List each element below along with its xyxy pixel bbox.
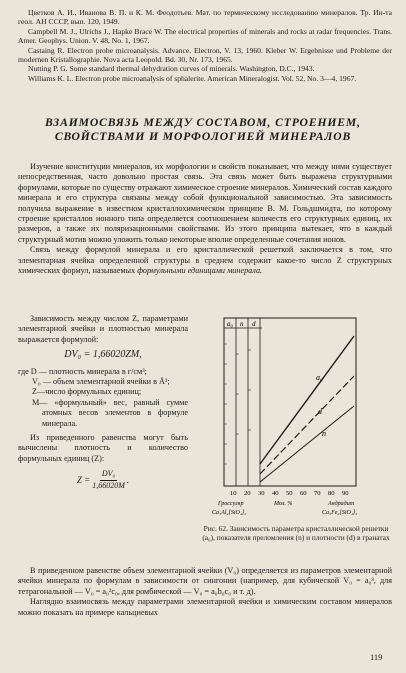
curve-label: d — [318, 407, 322, 416]
fraction-numerator: DV₀ — [100, 469, 117, 480]
x-tick: 90 — [342, 490, 349, 497]
italic-term: формульными единицами минерала. — [137, 266, 263, 276]
paragraph: В приведенном равенстве объем элементарной ячейки (V₀) определяется из параметров элементарной ячейки минерала по формулам в зависимости от сингонии (например, для кубической V₀ = a₀³, для тетрагональной — V₀ = a₀²c₀, для ромбической — V₀ = a₀b₀c₀ и т. д). — [18, 566, 392, 596]
paragraph-text: Связь между формулой минерала и его кристаллической решеткой заключается в том, что элементарная ячейка определенной структуры в среднем содержит какое-то число Z структурных химических формул, называемых — [18, 245, 392, 276]
reference-item: Цветков А. И., Иванова В. П. и К. М. Феодотьев. Мат. по термическому исследованию минералов. Тр. Ин-та геол. АН СССР, вып. 120, 1949. — [18, 8, 392, 27]
figure-background — [198, 314, 390, 524]
paragraph: Наглядно взаимосвязь между параметрами элементарной ячейки и химическим составом минералов можно показать на примере кальциевых — [18, 597, 392, 617]
definition-line: Z—число формульных единиц; — [32, 387, 142, 397]
paragraph: Изучение конституции минералов, их морфологии и свойств показывает, что между ними существует непосредственная, часто довольно простая связь. Эта связь может быть выражена структурными формулами, которые по существу отражают химическое строение минералов. Химический состав каждого минерала и его структура связаны между собой функциональной зависимостью. Эта зависимость получила выражение в известном кристаллохимическом принципе В. М. Гольдшмидта, по которому строение кристаллов ионного типа определяется соотношением количеств его структурных единиц, их размеров, а также их поляризационными свойствами. Из этого принципа вытекает, что в каждый структурный мотив можно уложить только некоторые вполне определенные сочетания ионов. — [18, 162, 392, 244]
axis-label: Мол. % — [274, 501, 293, 507]
intro-text — [18, 162, 392, 276]
reference-item: Campbell M. J., Ulrichs J., Hapke Brace W. The electrical properties of minerals and rocks at radar frequencies. Trans. Amer. Geophys. Union. V. 48, No. 1, 1967. — [18, 26, 392, 46]
x-tick: 70 — [314, 490, 321, 497]
x-tick: 80 — [328, 490, 335, 497]
x-tick: 40 — [272, 490, 279, 497]
reference-item: Nutting P. G. Some standard thermal dehydration curves of minerals. Washington, D.C., 1943. — [28, 64, 315, 74]
z-formula-fraction — [90, 469, 130, 491]
reference-list — [18, 8, 392, 83]
z-formula-end: . — [126, 474, 130, 485]
x-tick: 20 — [244, 490, 251, 497]
curve-label: n — [322, 429, 326, 438]
fraction-denominator: 1,66020M — [92, 480, 125, 490]
figure-62 — [198, 314, 390, 524]
top-label: a₀ — [227, 320, 233, 328]
figure-caption: Рис. 62. Зависимость параметра кристаллической решетки (a₀), показателя преломления (n) и плотности (d) в гранатах — [202, 524, 390, 542]
definition-line: где D — плотность минерала в г/см³; — [18, 366, 147, 376]
end-member-label: Гроссуляр — [218, 501, 244, 507]
bottom-text — [18, 566, 392, 618]
x-tick: 30 — [258, 490, 265, 497]
definition-line: M— «формульный» вес, равный сумме атомных весов элементов в формуле минерала. — [32, 397, 188, 428]
end-member-formula: Ca₃Fe₂[SiO₄]₃ — [322, 510, 358, 516]
x-tick: 50 — [286, 490, 293, 497]
x-tick: 60 — [300, 490, 307, 497]
x-ticks — [230, 490, 349, 497]
curve-label: a₀ — [316, 373, 323, 382]
z-formula-lhs: Z = — [76, 474, 91, 485]
paragraph — [18, 245, 392, 276]
density-formula: DV₀ = 1,66020ZM, — [64, 349, 142, 361]
z-formula — [18, 469, 188, 491]
paragraph: Зависимость между числом Z, параметрами элементарной ячейки и плотностью минерала выражается формулой: — [18, 314, 188, 344]
top-label: n — [240, 320, 244, 328]
x-tick: 10 — [230, 490, 237, 497]
definition-line: V₀ — объем элементарной ячейки в Å³; — [32, 377, 170, 387]
paragraph: Из приведенного равенства могут быть вычислены плотность и количество формульных единиц (Z): — [18, 433, 188, 463]
page-number: 119 — [370, 652, 383, 662]
garnet-diagram — [198, 314, 390, 524]
section-heading: ВЗАИМОСВЯЗЬ МЕЖДУ СОСТАВОМ, СТРОЕНИЕМ, СВОЙСТВАМИ И МОРФОЛОГИЕЙ МИНЕРАЛОВ — [45, 116, 361, 143]
reference-item: Williams K. L. Electron probe microanalysis of sphalerite. American Mineralogist. Vol. 52, No. 3—4, 1967. — [28, 73, 357, 83]
end-member-label: Андрадит — [328, 501, 355, 507]
top-label: d — [252, 320, 256, 328]
left-column — [18, 314, 188, 497]
reference-item: Castaing R. Electron probe microanalysis. Advance. Electron, V. 13, 1960. Kleber W. Ergebnisse und Probleme der modernen Kristallographie. Nova acta Leopold. Bd. 30, Nr. 173, 1965. — [18, 45, 392, 65]
end-member-formula: Ca₃Al₂[SiO₄]₃ — [212, 510, 247, 516]
